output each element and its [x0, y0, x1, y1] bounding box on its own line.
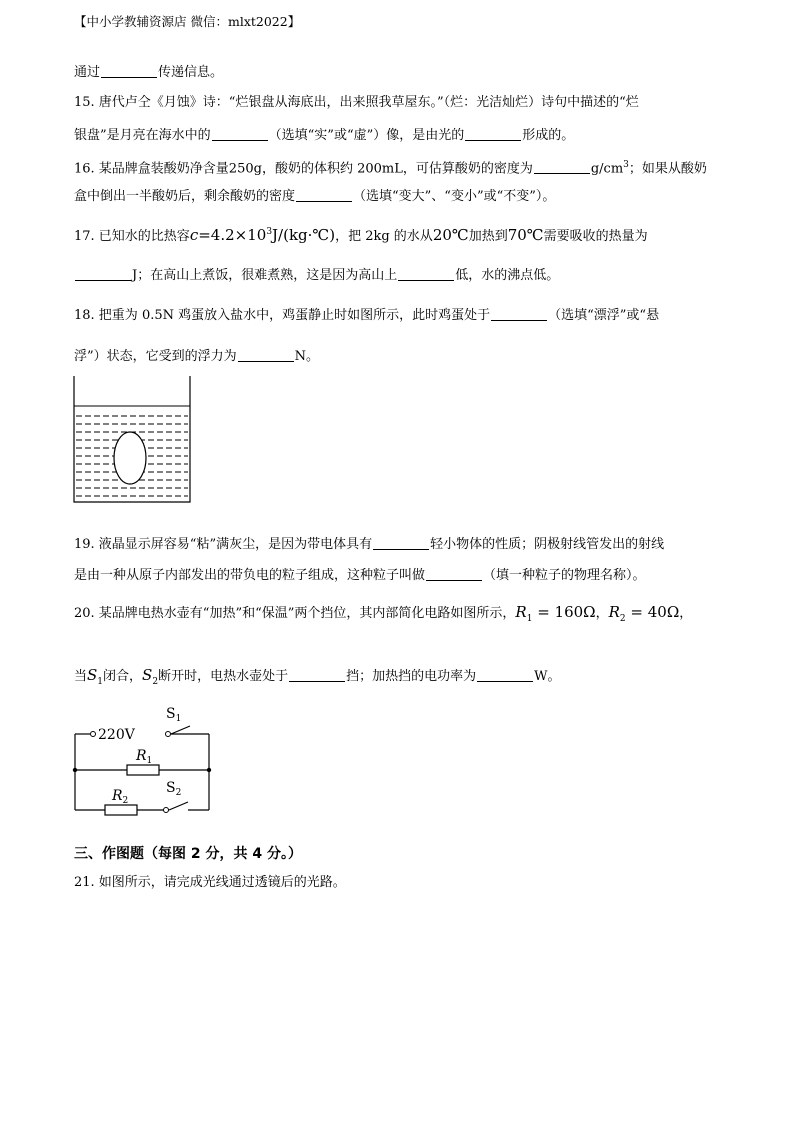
switch-s2: $S_2$ — [142, 666, 159, 687]
q19-line1: 19. 液晶显示屏容易“粘”满灰尘，是因为带电体具有 轻小物体的性质；阴极射线管发出的射线 — [74, 537, 665, 552]
circuit-diagram — [70, 704, 220, 816]
label-s2: $S_2$ — [166, 780, 182, 798]
answer-blank[interactable] — [296, 187, 352, 202]
answer-blank[interactable] — [426, 566, 482, 581]
section-title: 三、作图题（每图 2 分，共 4 分。） — [74, 846, 302, 862]
q20-line2: 当$S_1$闭合，$S_2$断开时，电热水壶处于 挡；加热挡的电功率为 W。 — [74, 666, 561, 687]
answer-blank[interactable] — [534, 159, 590, 174]
answer-blank[interactable] — [101, 63, 157, 78]
specific-heat-formula: $c=4.2\times 10^3J/(kg\cdot℃)$ — [189, 226, 336, 244]
q20-line1: 20. 某品牌电热水壶有“加热”和“保温”两个挡位，其内部简化电路如图所示，$R_1 = 160\Omega$，$R_2 = 40\Omega$， — [74, 603, 693, 624]
answer-blank[interactable] — [491, 306, 547, 321]
answer-blank[interactable] — [398, 266, 454, 281]
q19-line2: 是由一种从原子内部发出的带负电的粒子组成，这种粒子叫做 （填一种粒子的物理名称）。 — [74, 568, 646, 583]
r2-value: $R_2 = 40\Omega$ — [608, 603, 680, 624]
egg-shape — [114, 432, 146, 484]
label-r1: $R_1$ — [136, 748, 153, 766]
switch-s1: $S_1$ — [87, 666, 104, 687]
q18-line2: 浮”）状态，它受到的浮力为 N。 — [74, 349, 320, 364]
label-s1: $S_1$ — [166, 706, 182, 724]
answer-blank[interactable] — [289, 667, 345, 682]
page-header: 【中小学教辅资源店 微信：mlxt2022】 — [74, 14, 301, 29]
temp-start: 20℃ — [432, 226, 469, 244]
resistor-r1 — [127, 765, 159, 775]
q17-line2: J；在高山上煮饭，很难煮熟，这是因为高山上 低，水的沸点低。 — [74, 266, 559, 285]
junction-dot — [207, 768, 211, 772]
answer-blank[interactable] — [238, 347, 294, 362]
q18-line1: 18. 把重为 0.5N 鸡蛋放入盐水中，鸡蛋静止时如图所示，此时鸡蛋处于 （选填“漂浮”或“悬 — [74, 308, 660, 323]
answer-blank[interactable] — [373, 535, 429, 550]
q16-line2: 盒中倒出一半酸奶后，剩余酸奶的密度 （选填“变大”、“变小”或“不变”）。 — [74, 189, 556, 204]
junction-dot — [73, 768, 77, 772]
r1-value: $R_1 = 160\Omega$ — [515, 603, 596, 624]
q15-line2: 银盘”是月亮在海水中的 （选填“实”或“虚”）像，是由光的 形成的。 — [74, 128, 575, 143]
q17-line1: 17. 已知水的比热容$c=4.2\times 10^3J/(kg\cdot℃)$，把 2kg 的水从20℃加热到70℃需要吸收的热量为 — [74, 226, 648, 244]
q14-tail: 通过 传递信息。 — [74, 65, 224, 80]
voltage-label: 220V — [98, 727, 135, 743]
answer-blank[interactable] — [212, 126, 268, 141]
answer-blank[interactable] — [75, 266, 131, 281]
q15-line1: 15. 唐代卢仝《月蚀》诗：“烂银盘从海底出，出来照我草屋东。”（烂：光洁灿烂）诗句中描述的“烂 — [74, 95, 639, 110]
resistor-r2 — [105, 805, 137, 815]
terminal-icon — [91, 732, 96, 737]
answer-blank[interactable] — [477, 667, 533, 682]
answer-blank[interactable] — [465, 126, 521, 141]
label-r2: $R_2$ — [112, 788, 129, 806]
terminal-icon — [164, 808, 169, 813]
q16-line1: 16. 某品牌盒装酸奶净含量250g，酸奶的体积约 200mL，可估算酸奶的密度为 $g/cm^3$；如果从酸奶 — [74, 160, 707, 177]
egg-in-saltwater-figure — [70, 374, 200, 506]
q21-text: 21. 如图所示，请完成光线通过透镜后的光路。 — [74, 875, 346, 890]
temp-end: 70℃ — [507, 226, 544, 244]
terminal-icon — [166, 732, 171, 737]
